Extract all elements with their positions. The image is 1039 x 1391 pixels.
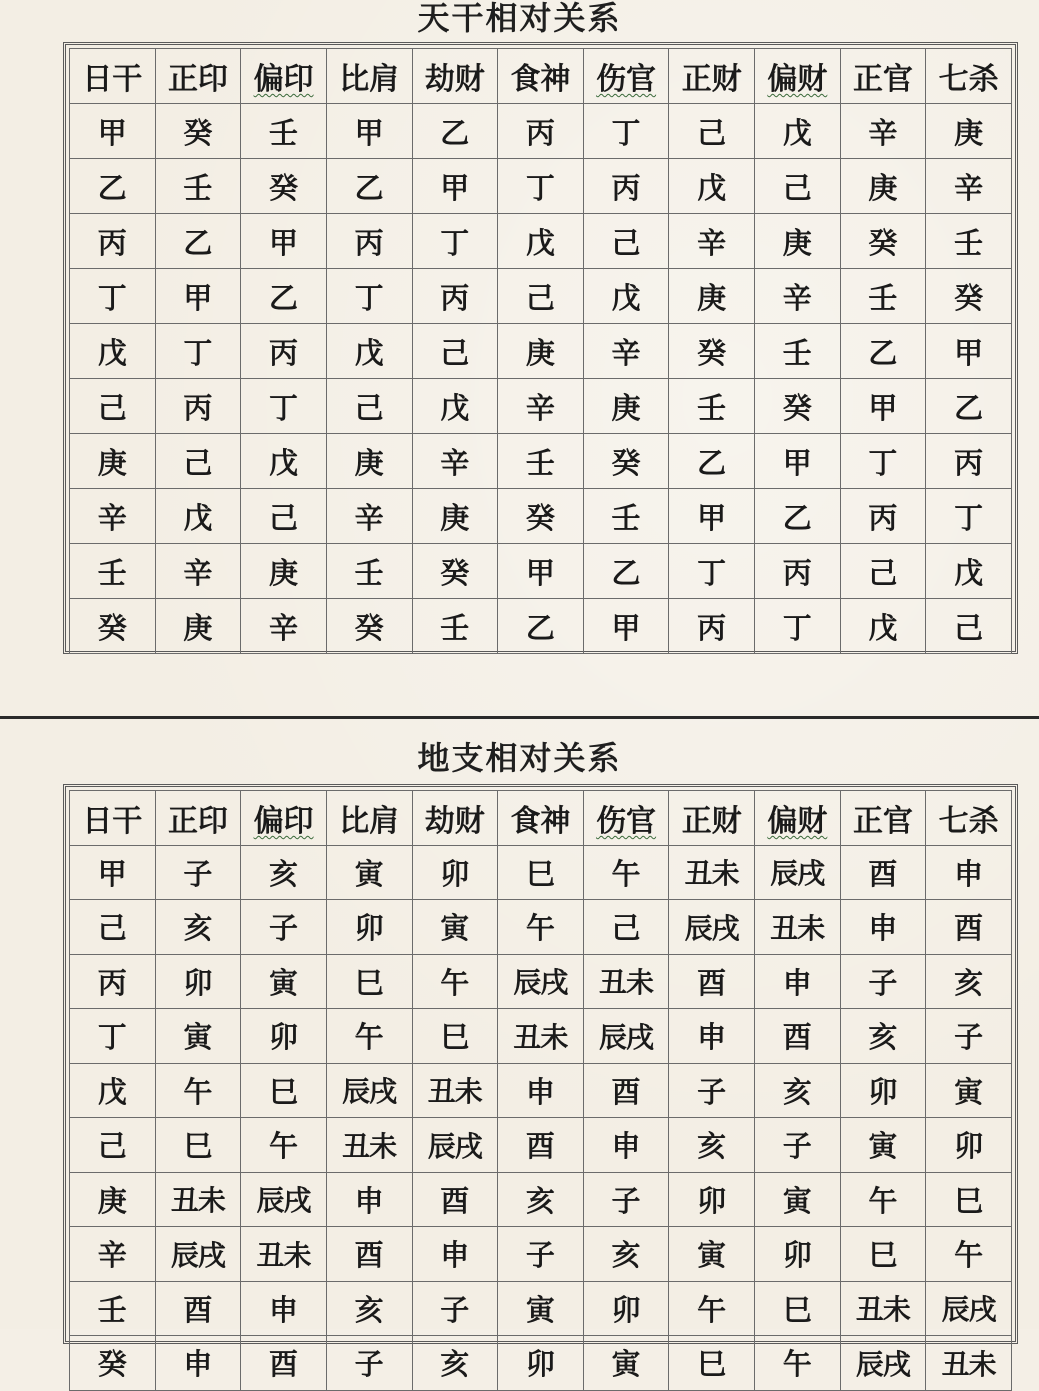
table-cell: 子 xyxy=(155,845,241,900)
column-header-label: 偏印 xyxy=(253,62,314,97)
table-cell: 卯 xyxy=(326,900,412,955)
table-cell: 辰戌 xyxy=(926,1281,1012,1336)
table-cell: 己 xyxy=(326,379,412,434)
table-cell: 申 xyxy=(241,1281,327,1336)
table-cell: 庚 xyxy=(241,544,327,599)
table-cell: 丑未 xyxy=(583,954,669,1009)
table-cell: 午 xyxy=(241,1118,327,1173)
table-cell: 丁 xyxy=(498,159,584,214)
column-header-label: 七杀 xyxy=(938,803,999,839)
table-cell: 辛 xyxy=(583,324,669,379)
table-row xyxy=(70,1336,1012,1391)
table-cell: 午 xyxy=(755,1336,841,1391)
column-header xyxy=(840,791,926,846)
table-cell: 酉 xyxy=(926,900,1012,955)
table-cell: 戊 xyxy=(840,599,926,654)
table-row xyxy=(70,159,1012,214)
day-stem-cell: 丁 xyxy=(70,1009,156,1064)
table-cell: 己 xyxy=(583,214,669,269)
earthly-branches-table xyxy=(69,790,1012,1391)
table-cell: 庚 xyxy=(326,434,412,489)
table-cell: 亥 xyxy=(583,1227,669,1282)
table-row xyxy=(70,544,1012,599)
table-cell: 寅 xyxy=(155,1009,241,1064)
table-cell: 子 xyxy=(412,1281,498,1336)
table-cell: 癸 xyxy=(926,269,1012,324)
table-cell: 子 xyxy=(755,1118,841,1173)
day-stem-cell: 甲 xyxy=(70,104,156,159)
column-header-label: 偏财 xyxy=(767,62,828,97)
table-row xyxy=(70,324,1012,379)
column-header-label: 正财 xyxy=(681,803,742,839)
table-row xyxy=(70,104,1012,159)
table-cell: 丁 xyxy=(755,599,841,654)
table-cell: 申 xyxy=(840,900,926,955)
day-stem-cell: 戊 xyxy=(70,1063,156,1118)
table-cell: 丑未 xyxy=(412,1063,498,1118)
table-cell: 庚 xyxy=(669,269,755,324)
table-cell: 辰戌 xyxy=(583,1009,669,1064)
column-header xyxy=(840,49,926,104)
table-cell: 子 xyxy=(926,1009,1012,1064)
table-cell: 己 xyxy=(926,599,1012,654)
table-cell: 辛 xyxy=(926,159,1012,214)
table-header xyxy=(70,49,1012,104)
table-cell: 乙 xyxy=(412,104,498,159)
table-cell: 壬 xyxy=(412,599,498,654)
table-cell: 丙 xyxy=(755,544,841,599)
table-cell: 辛 xyxy=(755,269,841,324)
column-header xyxy=(241,49,327,104)
table-row xyxy=(70,900,1012,955)
column-header xyxy=(241,791,327,846)
table-cell: 乙 xyxy=(669,434,755,489)
table-cell: 丑未 xyxy=(241,1227,327,1282)
column-header-label: 正财 xyxy=(681,62,742,97)
column-header-label: 正官 xyxy=(852,803,913,839)
table-cell: 戊 xyxy=(155,489,241,544)
table-cell: 丑未 xyxy=(326,1118,412,1173)
day-stem-cell: 乙 xyxy=(70,159,156,214)
table-cell: 午 xyxy=(840,1172,926,1227)
day-stem-cell: 己 xyxy=(70,900,156,955)
table-cell: 辰戌 xyxy=(840,1336,926,1391)
table-cell: 亥 xyxy=(926,954,1012,1009)
column-header xyxy=(70,49,156,104)
table-cell: 寅 xyxy=(241,954,327,1009)
table-cell: 乙 xyxy=(155,214,241,269)
column-header xyxy=(326,49,412,104)
table-cell: 申 xyxy=(583,1118,669,1173)
day-stem-cell: 戊 xyxy=(70,324,156,379)
table-cell: 申 xyxy=(498,1063,584,1118)
table-cell: 甲 xyxy=(498,544,584,599)
column-header xyxy=(155,49,241,104)
column-header-label: 劫财 xyxy=(424,62,485,97)
table-cell: 庚 xyxy=(583,379,669,434)
table-cell: 子 xyxy=(583,1172,669,1227)
heavenly-stems-title: 天干相对关系 xyxy=(417,0,622,37)
column-header-label: 伤官 xyxy=(596,803,657,839)
table-row xyxy=(70,1063,1012,1118)
table-cell: 酉 xyxy=(583,1063,669,1118)
table-cell: 酉 xyxy=(755,1009,841,1064)
table-row xyxy=(70,1009,1012,1064)
column-header-label: 日干 xyxy=(82,62,143,97)
table-cell: 癸 xyxy=(840,214,926,269)
table-cell: 辰戌 xyxy=(155,1227,241,1282)
column-header-label: 比肩 xyxy=(339,62,400,97)
table-cell: 巳 xyxy=(926,1172,1012,1227)
table-cell: 癸 xyxy=(241,159,327,214)
column-header xyxy=(412,49,498,104)
table-cell: 乙 xyxy=(326,159,412,214)
table-cell: 酉 xyxy=(326,1227,412,1282)
table-cell: 申 xyxy=(926,845,1012,900)
table-cell: 癸 xyxy=(583,434,669,489)
table-cell: 丙 xyxy=(669,599,755,654)
table-cell: 丑未 xyxy=(155,1172,241,1227)
table-cell: 戊 xyxy=(669,159,755,214)
table-row xyxy=(70,1172,1012,1227)
column-header-label: 食神 xyxy=(510,62,571,97)
table-cell: 戊 xyxy=(755,104,841,159)
table-row xyxy=(70,599,1012,654)
table-cell: 申 xyxy=(412,1227,498,1282)
table-cell: 巳 xyxy=(326,954,412,1009)
table-cell: 己 xyxy=(840,544,926,599)
table-cell: 丙 xyxy=(326,214,412,269)
table-cell: 辰戌 xyxy=(241,1172,327,1227)
section-divider xyxy=(0,716,1039,719)
table-cell: 卯 xyxy=(669,1172,755,1227)
table-cell: 己 xyxy=(755,159,841,214)
table-cell: 亥 xyxy=(326,1281,412,1336)
table-cell: 丁 xyxy=(840,434,926,489)
column-header xyxy=(70,791,156,846)
table-cell: 乙 xyxy=(926,379,1012,434)
table-cell: 酉 xyxy=(241,1336,327,1391)
day-stem-cell: 丙 xyxy=(70,954,156,1009)
table-cell: 甲 xyxy=(583,599,669,654)
column-header-label: 正印 xyxy=(167,803,228,839)
table-cell: 庚 xyxy=(155,599,241,654)
column-header xyxy=(155,791,241,846)
table-cell: 癸 xyxy=(326,599,412,654)
table-cell: 辛 xyxy=(669,214,755,269)
table-cell: 庚 xyxy=(926,104,1012,159)
table-cell: 戊 xyxy=(583,269,669,324)
table-cell: 丁 xyxy=(326,269,412,324)
table-cell: 辛 xyxy=(326,489,412,544)
table-body xyxy=(70,845,1012,1390)
table-cell: 丙 xyxy=(498,104,584,159)
day-stem-cell: 己 xyxy=(70,1118,156,1173)
day-stem-cell: 丙 xyxy=(70,214,156,269)
column-header xyxy=(498,791,584,846)
column-header-label: 伤官 xyxy=(596,62,657,97)
column-header xyxy=(669,791,755,846)
table-cell: 丙 xyxy=(840,489,926,544)
table-cell: 丁 xyxy=(241,379,327,434)
table-cell: 乙 xyxy=(840,324,926,379)
table-cell: 壬 xyxy=(583,489,669,544)
table-row xyxy=(70,214,1012,269)
table-cell: 丙 xyxy=(241,324,327,379)
header-row xyxy=(70,791,1012,846)
day-stem-cell: 己 xyxy=(70,379,156,434)
table-cell: 丑未 xyxy=(669,845,755,900)
table-cell: 子 xyxy=(669,1063,755,1118)
table-cell: 卯 xyxy=(755,1227,841,1282)
table-cell: 卯 xyxy=(412,845,498,900)
table-cell: 寅 xyxy=(669,1227,755,1282)
table-row xyxy=(70,1118,1012,1173)
table-cell: 丑未 xyxy=(755,900,841,955)
column-header-label: 正印 xyxy=(167,62,228,97)
table-cell: 庚 xyxy=(412,489,498,544)
day-stem-cell: 丁 xyxy=(70,269,156,324)
table-cell: 癸 xyxy=(155,104,241,159)
table-cell: 子 xyxy=(498,1227,584,1282)
table-cell: 午 xyxy=(326,1009,412,1064)
column-header-label: 偏印 xyxy=(253,803,314,839)
column-header xyxy=(498,49,584,104)
column-header-label: 正官 xyxy=(852,62,913,97)
column-header-label: 七杀 xyxy=(938,62,999,97)
table-cell: 戊 xyxy=(241,434,327,489)
table-cell: 甲 xyxy=(669,489,755,544)
table-cell: 辰戌 xyxy=(498,954,584,1009)
table-cell: 乙 xyxy=(241,269,327,324)
table-cell: 甲 xyxy=(840,379,926,434)
column-header xyxy=(326,791,412,846)
table-cell: 丁 xyxy=(583,104,669,159)
table-cell: 己 xyxy=(155,434,241,489)
table-cell: 辛 xyxy=(412,434,498,489)
table-cell: 丁 xyxy=(412,214,498,269)
table-cell: 寅 xyxy=(326,845,412,900)
table-cell: 申 xyxy=(155,1336,241,1391)
table-cell: 丁 xyxy=(669,544,755,599)
table-cell: 壬 xyxy=(840,269,926,324)
table-cell: 寅 xyxy=(840,1118,926,1173)
table-cell: 卯 xyxy=(926,1118,1012,1173)
table-cell: 亥 xyxy=(241,845,327,900)
table-cell: 巳 xyxy=(755,1281,841,1336)
table-cell: 亥 xyxy=(155,900,241,955)
day-stem-cell: 甲 xyxy=(70,845,156,900)
table-cell: 壬 xyxy=(241,104,327,159)
table-cell: 午 xyxy=(498,900,584,955)
table-row xyxy=(70,1227,1012,1282)
column-header xyxy=(669,49,755,104)
table-header xyxy=(70,791,1012,846)
table-cell: 卯 xyxy=(840,1063,926,1118)
table-cell: 辛 xyxy=(840,104,926,159)
table-cell: 丑未 xyxy=(498,1009,584,1064)
table-cell: 酉 xyxy=(498,1118,584,1173)
table-cell: 壬 xyxy=(669,379,755,434)
table-cell: 子 xyxy=(840,954,926,1009)
table-body xyxy=(70,104,1012,654)
table-cell: 癸 xyxy=(755,379,841,434)
table-cell: 己 xyxy=(412,324,498,379)
table-cell: 亥 xyxy=(498,1172,584,1227)
table-cell: 午 xyxy=(412,954,498,1009)
table-cell: 戊 xyxy=(498,214,584,269)
table-cell: 甲 xyxy=(412,159,498,214)
table-cell: 己 xyxy=(241,489,327,544)
table-cell: 乙 xyxy=(583,544,669,599)
column-header xyxy=(755,791,841,846)
day-stem-cell: 壬 xyxy=(70,1281,156,1336)
table-row xyxy=(70,489,1012,544)
table-cell: 子 xyxy=(326,1336,412,1391)
table-cell: 戊 xyxy=(926,544,1012,599)
table-cell: 辰戌 xyxy=(669,900,755,955)
table-cell: 巳 xyxy=(241,1063,327,1118)
table-cell: 亥 xyxy=(412,1336,498,1391)
column-header-label: 食神 xyxy=(510,803,571,839)
column-header-label: 日干 xyxy=(82,803,143,839)
table-cell: 甲 xyxy=(241,214,327,269)
table-cell: 午 xyxy=(669,1281,755,1336)
table-row xyxy=(70,845,1012,900)
table-cell: 甲 xyxy=(755,434,841,489)
table-cell: 午 xyxy=(926,1227,1012,1282)
table-cell: 癸 xyxy=(669,324,755,379)
column-header-label: 比肩 xyxy=(339,803,400,839)
table-cell: 辰戌 xyxy=(326,1063,412,1118)
table-cell: 辰戌 xyxy=(755,845,841,900)
column-header xyxy=(412,791,498,846)
table-cell: 癸 xyxy=(412,544,498,599)
day-stem-cell: 辛 xyxy=(70,489,156,544)
table-cell: 丙 xyxy=(583,159,669,214)
day-stem-cell: 庚 xyxy=(70,1172,156,1227)
table-cell: 子 xyxy=(241,900,327,955)
table-cell: 己 xyxy=(498,269,584,324)
table-row xyxy=(70,1281,1012,1336)
table-cell: 巳 xyxy=(412,1009,498,1064)
column-header-label: 劫财 xyxy=(424,803,485,839)
table-cell: 寅 xyxy=(755,1172,841,1227)
table-row xyxy=(70,269,1012,324)
table-cell: 甲 xyxy=(926,324,1012,379)
table-cell: 戊 xyxy=(326,324,412,379)
table-cell: 乙 xyxy=(498,599,584,654)
table-cell: 巳 xyxy=(498,845,584,900)
table-cell: 壬 xyxy=(326,544,412,599)
header-row xyxy=(70,49,1012,104)
table-cell: 巳 xyxy=(840,1227,926,1282)
table-cell: 申 xyxy=(326,1172,412,1227)
table-cell: 辛 xyxy=(241,599,327,654)
day-stem-cell: 辛 xyxy=(70,1227,156,1282)
table-cell: 巳 xyxy=(155,1118,241,1173)
table-cell: 午 xyxy=(155,1063,241,1118)
table-cell: 寅 xyxy=(498,1281,584,1336)
table-cell: 乙 xyxy=(755,489,841,544)
table-cell: 壬 xyxy=(926,214,1012,269)
table-cell: 寅 xyxy=(412,900,498,955)
table-cell: 酉 xyxy=(412,1172,498,1227)
day-stem-cell: 庚 xyxy=(70,434,156,489)
table-cell: 癸 xyxy=(498,489,584,544)
table-cell: 酉 xyxy=(669,954,755,1009)
table-cell: 亥 xyxy=(669,1118,755,1173)
table-cell: 丑未 xyxy=(926,1336,1012,1391)
table-cell: 申 xyxy=(755,954,841,1009)
table-cell: 丁 xyxy=(926,489,1012,544)
table-cell: 庚 xyxy=(840,159,926,214)
table-cell: 庚 xyxy=(755,214,841,269)
table-row xyxy=(70,379,1012,434)
day-stem-cell: 壬 xyxy=(70,544,156,599)
column-header-label: 偏财 xyxy=(767,803,828,839)
table-cell: 丑未 xyxy=(840,1281,926,1336)
day-stem-cell: 癸 xyxy=(70,599,156,654)
table-cell: 卯 xyxy=(155,954,241,1009)
table-cell: 亥 xyxy=(840,1009,926,1064)
column-header xyxy=(755,49,841,104)
column-header xyxy=(583,49,669,104)
table-cell: 卯 xyxy=(498,1336,584,1391)
table-cell: 辛 xyxy=(498,379,584,434)
earthly-branches-title: 地支相对关系 xyxy=(417,739,622,777)
table-cell: 申 xyxy=(669,1009,755,1064)
column-header xyxy=(583,791,669,846)
table-cell: 甲 xyxy=(326,104,412,159)
table-cell: 卯 xyxy=(241,1009,327,1064)
heavenly-stems-table-frame xyxy=(63,42,1018,654)
table-cell: 寅 xyxy=(583,1336,669,1391)
table-row xyxy=(70,434,1012,489)
table-cell: 庚 xyxy=(498,324,584,379)
table-cell: 寅 xyxy=(926,1063,1012,1118)
day-stem-cell: 癸 xyxy=(70,1336,156,1391)
table-cell: 丁 xyxy=(155,324,241,379)
table-cell: 甲 xyxy=(155,269,241,324)
table-cell: 午 xyxy=(583,845,669,900)
table-cell: 己 xyxy=(669,104,755,159)
table-cell: 酉 xyxy=(840,845,926,900)
table-cell: 壬 xyxy=(498,434,584,489)
table-row xyxy=(70,954,1012,1009)
earthly-branches-table-frame xyxy=(63,784,1018,1382)
table-cell: 巳 xyxy=(669,1336,755,1391)
table-cell: 丙 xyxy=(155,379,241,434)
table-cell: 壬 xyxy=(755,324,841,379)
table-cell: 壬 xyxy=(155,159,241,214)
table-cell: 亥 xyxy=(755,1063,841,1118)
column-header xyxy=(926,791,1012,846)
table-cell: 丙 xyxy=(926,434,1012,489)
heavenly-stems-table xyxy=(69,48,1012,654)
column-header xyxy=(926,49,1012,104)
table-cell: 卯 xyxy=(583,1281,669,1336)
table-cell: 酉 xyxy=(155,1281,241,1336)
table-cell: 丙 xyxy=(412,269,498,324)
table-cell: 戊 xyxy=(412,379,498,434)
table-cell: 辛 xyxy=(155,544,241,599)
table-cell: 辰戌 xyxy=(412,1118,498,1173)
table-cell: 己 xyxy=(583,900,669,955)
